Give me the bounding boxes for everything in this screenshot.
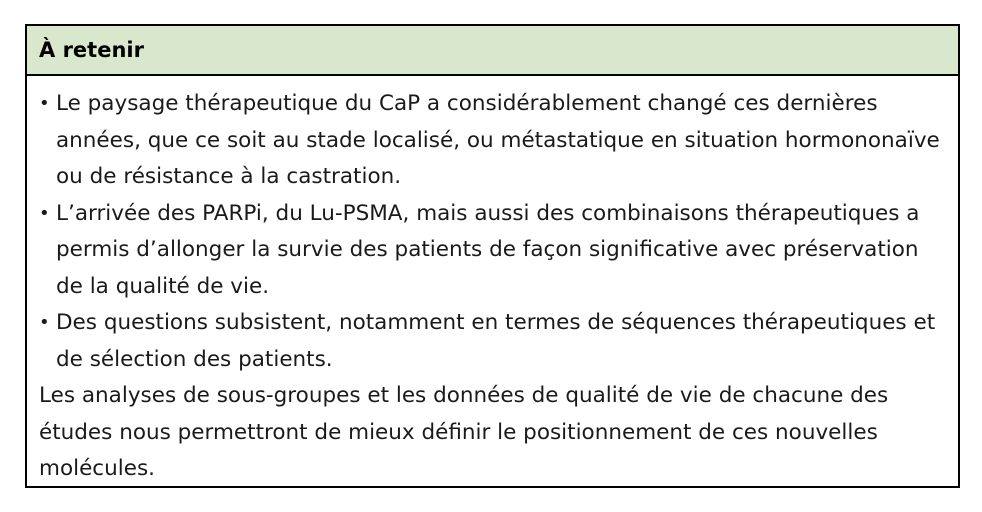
box-content [27, 76, 958, 488]
bullet-list [39, 86, 946, 378]
bullet-icon: • [39, 93, 50, 114]
bullet-icon: • [39, 202, 50, 224]
closing-paragraph: Les analyses de sous-groupes et les données de qualité de vie de chacune des études nous permettront de mieux définir le positionnement de ces nouvelles molécules. [39, 383, 889, 481]
bullet-item [39, 86, 946, 196]
bullet-text: Le paysage thérapeutique du CaP a considérablement changé ces dernières années, que ce soit au stade localisé, ou métastatique en situation hormononaïve ou de résistance à la castration. [56, 91, 940, 189]
key-points-box [25, 24, 960, 488]
bullet-icon: • [39, 312, 50, 333]
bullet-text: L’arrivée des PARPi, du Lu-PSMA, mais aussi des combinaisons thérapeutiques a permis d’allonger la survie des patients de façon significative avec préservation de la qualité de vie. [56, 200, 920, 299]
bullet-item [39, 196, 946, 306]
box-header [27, 26, 958, 76]
box-title: À retenir [39, 38, 144, 62]
bullet-item [39, 305, 946, 378]
bullet-text: Des questions subsistent, notamment en termes de séquences thérapeutiques et de sélection des patients. [56, 310, 936, 372]
